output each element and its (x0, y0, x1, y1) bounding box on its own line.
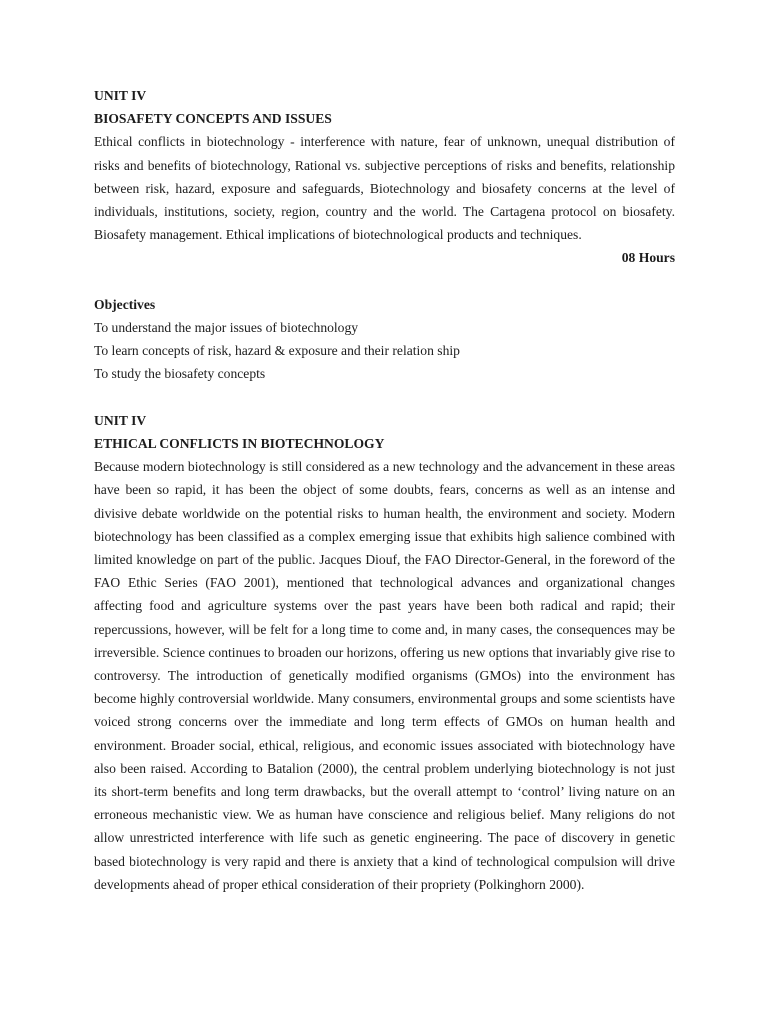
section-title: ETHICAL CONFLICTS IN BIOTECHNOLOGY (94, 436, 385, 452)
spacer (94, 270, 675, 293)
unit-label: UNIT IV (94, 412, 147, 428)
spacer (94, 386, 675, 409)
objective-item: To understand the major issues of biotechnology (94, 320, 359, 336)
hours-label: 08 Hours (621, 250, 675, 266)
section-title: BIOSAFETY CONCEPTS AND ISSUES (94, 111, 332, 127)
unit-label: UNIT IV (94, 88, 147, 103)
objective-item: To study the biosafety concepts (94, 366, 266, 382)
objectives-list (94, 316, 675, 386)
objectives-heading: Objectives (94, 296, 156, 312)
objective-item: To learn concepts of risk, hazard & exposure and their relation ship (94, 343, 460, 359)
document-page (94, 84, 675, 896)
body-paragraph: Because modern biotechnology is still considered as a new technology and the advancement in these areas have been so rapid, it has been the object of some doubts, fears, concerns as well as an intense and divisive debate worldwide on the potential risks to human health, the environment and society. Modern biotechnology has been classified as a complex emerging issue that exhibits high salience combined with limited knowledge on part of the public. Jacques Diouf, the FAO Director-General, in the foreword of the FAO Ethic Series (FAO 2001), mentioned that technological advances and organizational changes affecting food and agriculture systems over the past years have been both radical and rapid; their repercussions, however, will be felt for a long time to come and, in many cases, the consequences may be irreversible. Science continues to broaden our horizons, offering us new options that invariably give rise to controversy. The introduction of genetically modified organisms (GMOs) into the environment has become highly controversial worldwide. Many consumers, environmental groups and some scientists have voiced strong concerns over the immediate and long term effects of GMOs on human health and environment. Broader social, ethical, religious, and economic issues associated with biotechnology have also been raised. According to Batalion (2000), the central problem underlying biotechnology is not just its short-term benefits and long term drawbacks, but the overall attempt to ‘control’ living nature on an erroneous mechanistic view. We as human have conscience and religious belief. Many religions do not allow unrestricted interference with life such as genetic engineering. The pace of discovery in genetic based biotechnology is very rapid and there is anxiety that a kind of technological compulsion will drive developments ahead of proper ethical consideration of their propriety (Polkinghorn 2000). (94, 459, 675, 892)
syllabus-paragraph: Ethical conflicts in biotechnology - interference with nature, fear of unknown, unequal distribution of risks and benefits of biotechnology, Rational vs. subjective perceptions of risks and benefits, relationship between risk, hazard, exposure and safeguards, Biotechnology and biosafety concerns at the level of individuals, institutions, society, region, country and the world. The Cartagena protocol on biosafety. Biosafety management. Ethical implications of biotechnological products and techniques. (94, 134, 675, 243)
